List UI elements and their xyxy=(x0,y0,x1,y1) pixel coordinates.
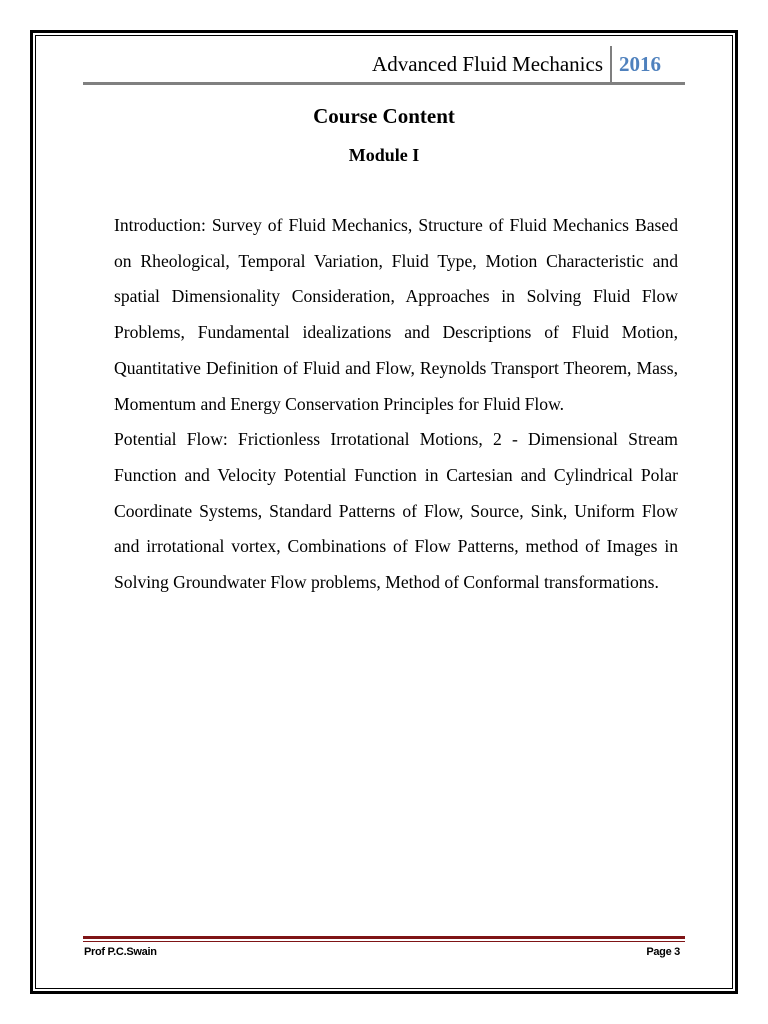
page-heading: Course Content xyxy=(313,104,455,128)
header-divider xyxy=(610,46,612,82)
footer-author: Prof P.C.Swain xyxy=(84,946,157,958)
footer-rule-thin xyxy=(83,941,685,942)
footer-rule xyxy=(83,936,685,939)
paragraph-potential-flow: Potential Flow: Frictionless Irrotational Motions, 2 - Dimensional Stream Function and Velocity Potential Function in Cartesian and Cylindrical Polar Coordinate Systems, Standard Patterns of Flow, Source, Sink, Uniform Flow and irrotational vortex, Combinations of Flow Patterns, method of Images in Solving Groundwater Flow problems, Method of Conformal transformations. xyxy=(114,429,678,593)
paragraph-introduction: Introduction: Survey of Fluid Mechanics, Structure of Fluid Mechanics Based on Rheological, Temporal Variation, Fluid Type, Motion Characteristic and spatial Dimensionality Consideration, Approaches in Solving Fluid Flow Problems, Fundamental idealizations and Descriptions of Fluid Motion, Quantitative Definition of Fluid and Flow, Reynolds Transport Theorem, Mass, Momentum and Energy Conservation Principles for Fluid Flow. xyxy=(114,215,678,414)
header-rule xyxy=(83,82,685,85)
document-title: Advanced Fluid Mechanics xyxy=(372,52,603,76)
course-content-body xyxy=(114,208,678,601)
module-heading: Module I xyxy=(348,145,420,165)
document-year: 2016 xyxy=(619,52,661,76)
page-number: Page 3 xyxy=(646,946,680,958)
